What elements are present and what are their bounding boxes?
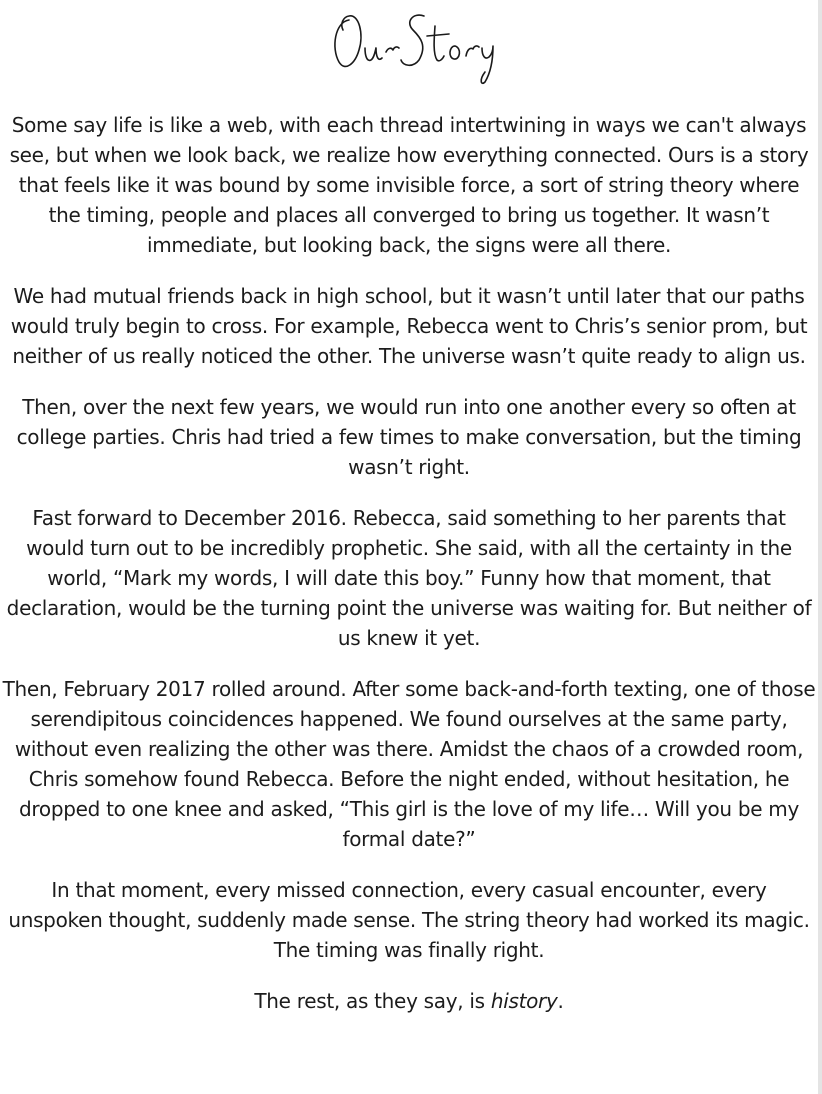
paragraph-1: Some say life is like a web, with each thread intertwining in ways we can't always see, but when we look back, we realize how everything connected. Ours is a story that feels like it was bound by some invisible force, a sort of string theory where the timing, people and places all converged to bring us together. It wasn’t immediate, but looking back, the signs were all there. <box>9 113 809 257</box>
paragraph-6: In that moment, every missed connection, every casual encounter, every unspoken thought, suddenly made sense. The string theory had worked its magic. The timing was finally right. <box>8 878 810 962</box>
paragraph-2: We had mutual friends back in high school, but it wasn’t until later that our paths would truly begin to cross. For example, Rebecca went to Chris’s senior prom, but neither of us really noticed the other. The universe wasn’t quite ready to align us. <box>10 284 808 368</box>
title-script <box>0 0 818 90</box>
closing-emphasis: history <box>490 989 558 1013</box>
closing-line <box>0 986 818 1016</box>
paragraph-4: Fast forward to December 2016. Rebecca, said something to her parents that would turn out to be incredibly prophetic. She said, with all the certainty in the world, “Mark my words, I will date this boy.” Funny how that moment, that declaration, would be the turning point the universe was waiting for. But neither of us knew it yet. <box>6 506 812 650</box>
paragraph-3: Then, over the next few years, we would run into one another every so often at college parties. Chris had tried a few times to make conversation, but the timing wasn’t right. <box>16 395 802 479</box>
title-script-lettering <box>309 0 509 90</box>
closing-prefix: The rest, as they say, is <box>254 989 491 1013</box>
paragraph-5: Then, February 2017 rolled around. After some back-and-forth texting, one of those serendipitous coincidences happened. We found ourselves at the same party, without even realizing the other was there. Amidst the chaos of a crowded room, Chris somehow found Rebecca. Before the night ended, without hesitation, he dropped to one knee and asked, “This girl is the love of my life… Will you be my formal date?” <box>2 677 816 851</box>
page-edge-divider <box>818 0 822 1094</box>
story-body <box>0 110 818 1037</box>
closing-suffix: . <box>557 989 564 1013</box>
